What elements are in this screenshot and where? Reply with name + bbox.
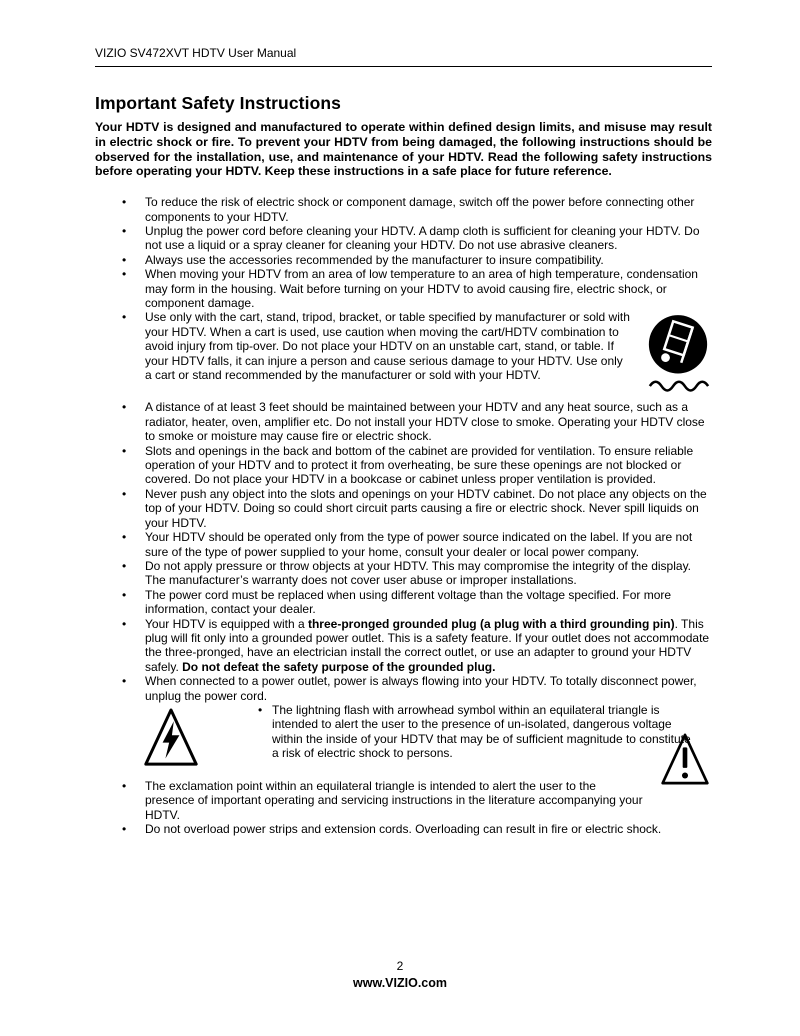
warning-symbols-section: [95, 703, 712, 779]
cart-warning-icon: [644, 312, 712, 398]
bullet-text: Do not apply pressure or throw objects at your HDTV. This may compromise the integrity of the display. The manufacturer’s warranty does not cover user abuse or improper installations.: [145, 558, 692, 588]
safety-instruction-item: [95, 195, 712, 224]
sub-bullet-text: The lightning flash with arrowhead symbol within an equilateral triangle is intended to alert the user to the presence of un-isolated, dangerous voltage within the inside of your HDTV that may be of sufficient magnitude to constitute a risk of electric shock to persons.: [272, 702, 691, 761]
bullet-marker: •: [122, 616, 127, 631]
bullet-marker: •: [122, 400, 127, 415]
safety-instruction-item: [95, 530, 712, 559]
safety-instruction-item: [95, 310, 712, 400]
bullet-text: When moving your HDTV from an area of low temperature to an area of high temperature, condensation may form in the housing. Wait before turning on your HDTV to avoid causing fire, electric shock, or component damage.: [145, 267, 698, 311]
bullet-marker: •: [122, 267, 127, 282]
document-header: [95, 46, 712, 67]
bullet-marker: •: [122, 530, 127, 545]
bullet-text: Slots and openings in the back and bottom of the cabinet are provided for ventilation. To ensure reliable operation of your HDTV and to protect it from overheating, be sure these openings are not blocked or covered. Do not place your HDTV in a bookcase or cabinet unless proper ventilation is provided.: [145, 443, 694, 487]
bullet-text: Your HDTV is equipped with a three-pronged grounded plug (a plug with a third grounding pin). This plug will fit only into a grounded power outlet. This is a safety feature. If your outlet does not accommodate the three-pronged, have an electrician install the correct outlet, or use an adapter to ground your HDTV safely. Do not defeat the safety purpose of the grounded plug.: [145, 616, 710, 674]
bullet-marker: •: [122, 822, 127, 837]
bullet-marker: •: [122, 443, 127, 458]
bullet-text: Never push any object into the slots and openings on your HDTV cabinet. Do not place any objects on the top of your HDTV. Doing so could short circuit parts causing a fire or electric shock. Never spill liquids on your HDTV.: [145, 486, 707, 530]
bullet-text: A distance of at least 3 feet should be maintained between your HDTV and any heat source, such as a radiator, heater, oven, amplifier etc. Do not install your HDTV close to smoke. Operating your HDTV close to smoke or moisture may cause fire or electric shock.: [145, 400, 705, 444]
bullet-marker: •: [122, 778, 127, 793]
bullet-text: Do not overload power strips and extension cords. Overloading can result in fire or electric shock.: [145, 822, 662, 837]
bullet-marker: •: [122, 310, 127, 325]
safety-instruction-item: [95, 444, 712, 487]
bullet-text: Your HDTV should be operated only from the type of power source indicated on the label. If you are not sure of the type of power supplied to your home, consult your dealer or local power company.: [145, 530, 693, 559]
safety-instruction-item: [95, 400, 712, 443]
bullet-marker: •: [122, 674, 127, 689]
bullet-marker: •: [122, 486, 127, 501]
intro-paragraph: Your HDTV is designed and manufactured to operate within defined design limits, and misuse may result in electric shock or fire. To prevent your HDTV from being damaged, the following instructions should be observed for the installation, use, and maintenance of your HDTV. Read the following safety instructions before operating your HDTV. Keep these instructions in a safe place for future reference.: [95, 120, 712, 179]
safety-instruction-item: [95, 617, 712, 675]
safety-instruction-item: [95, 267, 712, 310]
safety-instruction-item: [95, 487, 712, 530]
bullet-marker: •: [258, 702, 263, 717]
bullet-text: The exclamation point within an equilateral triangle is intended to alert the user to the presence of important operating and servicing instructions in the literature accompanying your HDTV.: [145, 778, 643, 822]
safety-instruction-item: [95, 822, 712, 836]
bullet-text: The power cord must be replaced when using different voltage than the voltage specified. For more information, contact your dealer.: [145, 587, 672, 617]
bullet-text: Use only with the cart, stand, tripod, bracket, or table specified by manufacturer or sold with your HDTV. When a cart is used, use caution when moving the cart/HDTV combination to avoid injury from tip-over. Do not place your HDTV on an unstable cart, stand, or table. If your HDTV falls, it can injure a person and cause serious damage to your HDTV. Use only a cart or stand recommended by the manufacturer or sold with your HDTV.: [145, 310, 712, 400]
lightning-triangle-icon: [143, 705, 199, 771]
website-link: www.VIZIO.com: [353, 976, 447, 990]
bullet-marker: •: [122, 252, 127, 267]
safety-instruction-item: [95, 224, 712, 253]
safety-instruction-item: [95, 559, 712, 588]
bullet-marker: •: [122, 195, 127, 210]
page-title: Important Safety Instructions: [95, 93, 341, 113]
safety-instruction-item: [95, 779, 712, 822]
bullet-text: Always use the accessories recommended by the manufacturer to insure compatibility.: [145, 252, 604, 267]
safety-bullet-list: [95, 195, 712, 703]
safety-bullet-list-after: [95, 779, 712, 837]
bullet-text: When connected to a power outlet, power is always flowing into your HDTV. To totally disconnect power, unplug the power cord.: [145, 674, 697, 703]
bullet-text: Unplug the power cord before cleaning your HDTV. A damp cloth is sufficient for cleaning your HDTV. Do not use a liquid or a spray cleaner for cleaning your HDTV. Do not use abrasive cleaners.: [145, 224, 700, 253]
safety-instruction-item: [95, 588, 712, 617]
bullet-marker: •: [122, 224, 127, 238]
header-title: VIZIO SV472XVT HDTV User Manual: [95, 46, 297, 60]
page-footer: [0, 959, 800, 990]
bullet-marker: •: [122, 558, 127, 573]
bullet-text: To reduce the risk of electric shock or component damage, switch off the power before connecting other components to your HDTV.: [145, 195, 695, 224]
exclamation-triangle-icon: [660, 729, 710, 789]
page-number: 2: [396, 959, 404, 973]
safety-instruction-item: [95, 674, 712, 703]
safety-instruction-item: [95, 253, 712, 267]
bullet-marker: •: [122, 587, 127, 602]
safety-instruction-subitem: [258, 703, 712, 761]
